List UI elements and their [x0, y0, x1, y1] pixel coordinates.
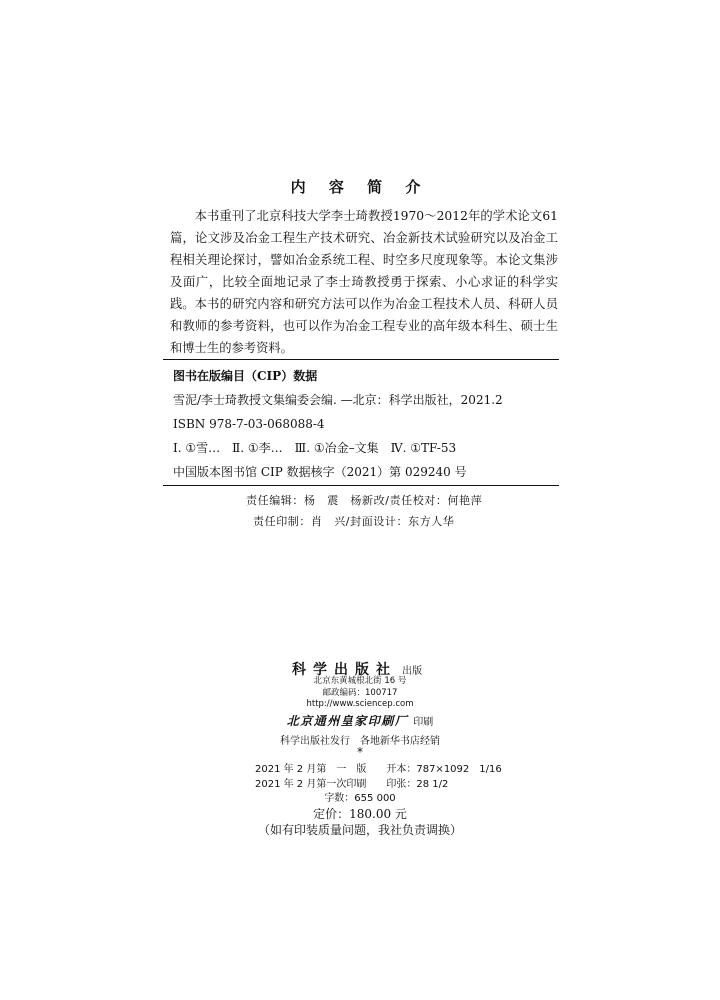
cip-classification: Ⅰ. ①雪… Ⅱ. ①李… Ⅲ. ①冶金–文集 Ⅳ. ①TF-53 — [173, 441, 457, 455]
edition-row-2: 2021 年 2 月第一次印刷 印张：28 1/2 — [255, 779, 449, 790]
cip-isbn: ISBN 978-7-03-068088-4 — [173, 417, 325, 431]
separator-asterisk: * — [357, 745, 363, 759]
summary-paragraph-2: 本书的研究内容和研究方法可以作为冶金工程技术人员、科研人员和教师的参考资料，也可以作为冶金工程专业的高年级本科生、硕士生和博士生的参考资料。 — [170, 297, 558, 355]
summary-title: 内 容 简 介 — [290, 178, 430, 196]
price: 定价：180.00 元 — [313, 807, 407, 821]
publisher-postcode: 邮政编码：100717 — [322, 688, 398, 698]
printer-suffix: 印刷 — [413, 717, 434, 728]
distribution-line: 科学出版社发行 各地新华书店经销 — [280, 736, 440, 747]
edition-row-1: 2021 年 2 月第 一 版 开本：787×1092 1/16 — [255, 764, 502, 775]
cip-heading: 图书在版编目（CIP）数据 — [173, 369, 318, 383]
cip-top-rule — [163, 359, 559, 360]
publisher-name: 科学出版社 — [292, 662, 397, 678]
cip-title-line: 雪泥/李士琦教授文集编委会编. —北京：科学出版社，2021.2 — [173, 393, 503, 407]
quality-notice: （如有印装质量问题，我社负责调换） — [257, 823, 462, 837]
printer-line — [0, 710, 720, 729]
publisher-website: http://www.sciencep.com — [306, 699, 414, 709]
credits-production: 责任印制：肖 兴/封面设计：东方人华 — [253, 515, 455, 528]
credits-editors: 责任编辑：杨 震 杨新改/责任校对：何艳萍 — [246, 494, 483, 507]
cip-number: 中国版本图书馆 CIP 数据核字（2021）第 029240 号 — [173, 465, 467, 479]
publisher-address: 北京东黄城根北街 16 号 — [313, 676, 407, 686]
summary-paragraph-1: 本书重刊了北京科技大学李士琦教授1970～2012年的学术论文61篇，论文涉及冶金工程生产技术研究、冶金新技术试验研究以及冶金工程相关理论探讨，譬如冶金系统工程、时空多尺度现象等。本论文集涉及面广，比较全面地记录了李士琦教授勇于探索、小心求证的科学实践。 — [170, 209, 558, 311]
cip-bottom-rule — [163, 485, 559, 486]
word-count: 字数：655 000 — [324, 793, 396, 804]
printer-name: 北京通州皇家印刷厂 — [286, 714, 409, 728]
publisher-suffix: 出版 — [402, 666, 423, 677]
